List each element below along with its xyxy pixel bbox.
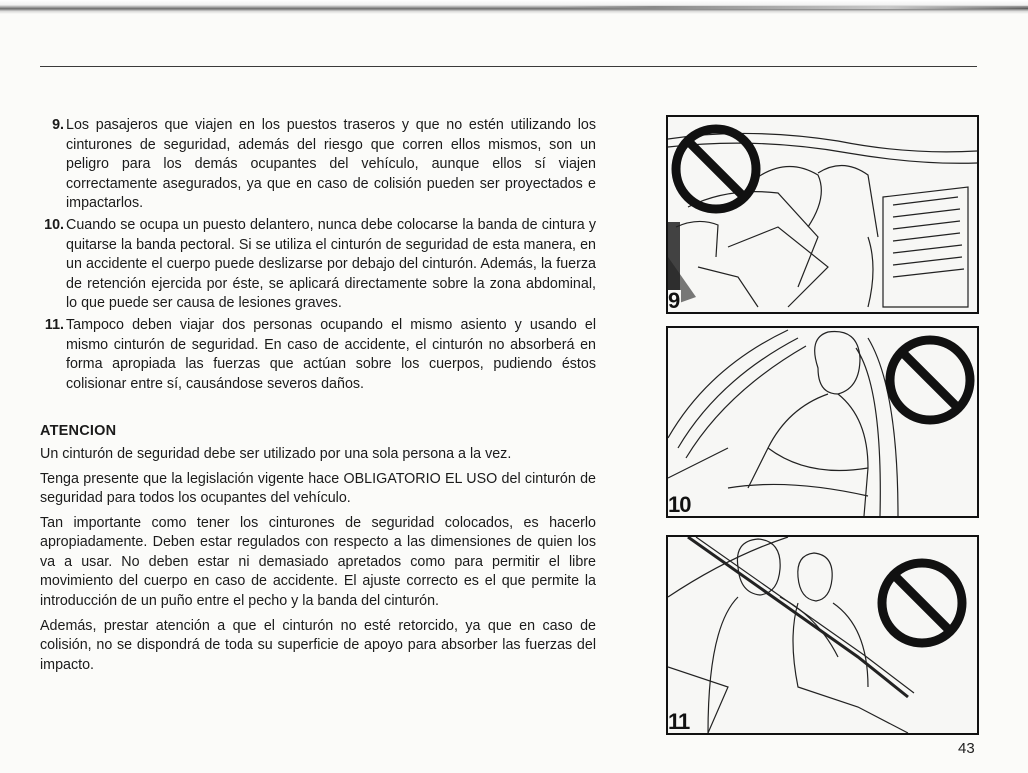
figure-9-illustration <box>666 115 979 314</box>
top-edge-band <box>0 0 1028 14</box>
attention-paragraph: Además, prestar atención a que el cinturón no esté retorcido, ya que en caso de colisión, no se dispondrá de toda su superficie de apoyo para absorber las fuerzas del impacto. <box>40 617 596 673</box>
shared-belt-drawing <box>668 537 977 733</box>
item-number: 9. <box>52 117 64 133</box>
prohibition-icon <box>890 340 970 420</box>
body-text-column <box>40 116 596 680</box>
header-rule <box>40 66 977 67</box>
item-number: 10. <box>44 216 64 233</box>
item-text: Tampoco deben viajar dos personas ocupando el mismo asiento y usando el mismo cinturón de seguridad. En caso de accidente, el cinturón no absorberá en forma apropiada las fuerzas que actúan sobre los cuerpos, pudiendo éstos colisionar entre sí, causándose severos daños. <box>66 316 596 392</box>
attention-heading: ATENCION <box>40 423 117 440</box>
child-seat-drawing <box>668 328 977 516</box>
item-number: 11. <box>44 316 64 333</box>
page-number: 43 <box>958 740 975 757</box>
item-text: Los pasajeros que viajen en los puestos traseros y que no estén utilizando los cinturones de seguridad, además del riesgo que corren ellos mismos, son un peligro para los demás ocupantes del vehículo, aunque ellos sí viajen correctamente asegurados, ya que en caso de colisión pueden ser proyectados e impactarlos. <box>66 117 596 212</box>
attention-paragraph: Tan importante como tener los cinturones de seguridad colocados, es hacerlo apropiadamente. Deben estar regulados con respecto a las dimensiones de quien los va a usar. No deben estar ni demasiado apretados como para permitir el libre movimiento del cuerpo en caso de accidente. El ajuste correcto es el que permite la introducción de un puño entre el pecho y la banda del cinturón. <box>40 514 596 610</box>
list-item-9 <box>40 116 596 214</box>
figure-number: 10 <box>668 492 691 517</box>
attention-paragraph: Tenga presente que la legislación vigente hace OBLIGATORIO EL USO del cinturón de seguridad para todos los ocupantes del vehículo. <box>40 470 596 507</box>
list-item-11 <box>40 316 596 394</box>
item-text: Cuando se ocupa un puesto delantero, nunca debe colocarse la banda de cintura y quitarse la banda pectoral. Si se utiliza el cinturón de seguridad de esta manera, en un accidente el cuerpo puede deslizarse por debajo del cinturón. Además, la fuerza de retención ejercida por éste, se aplicará directamente sobre la zona abdominal, lo que puede ser causa de lesiones graves. <box>66 216 596 312</box>
attention-paragraph: Un cinturón de seguridad debe ser utilizado por una sola persona a la vez. <box>40 445 512 462</box>
prohibition-icon <box>882 563 962 643</box>
list-item-10 <box>40 216 596 314</box>
figure-11-illustration <box>666 535 979 735</box>
figure-10-illustration <box>666 326 979 518</box>
car-interior-drawing <box>668 117 977 312</box>
figure-number: 11 <box>668 709 690 734</box>
figure-number: 9 <box>668 288 680 313</box>
